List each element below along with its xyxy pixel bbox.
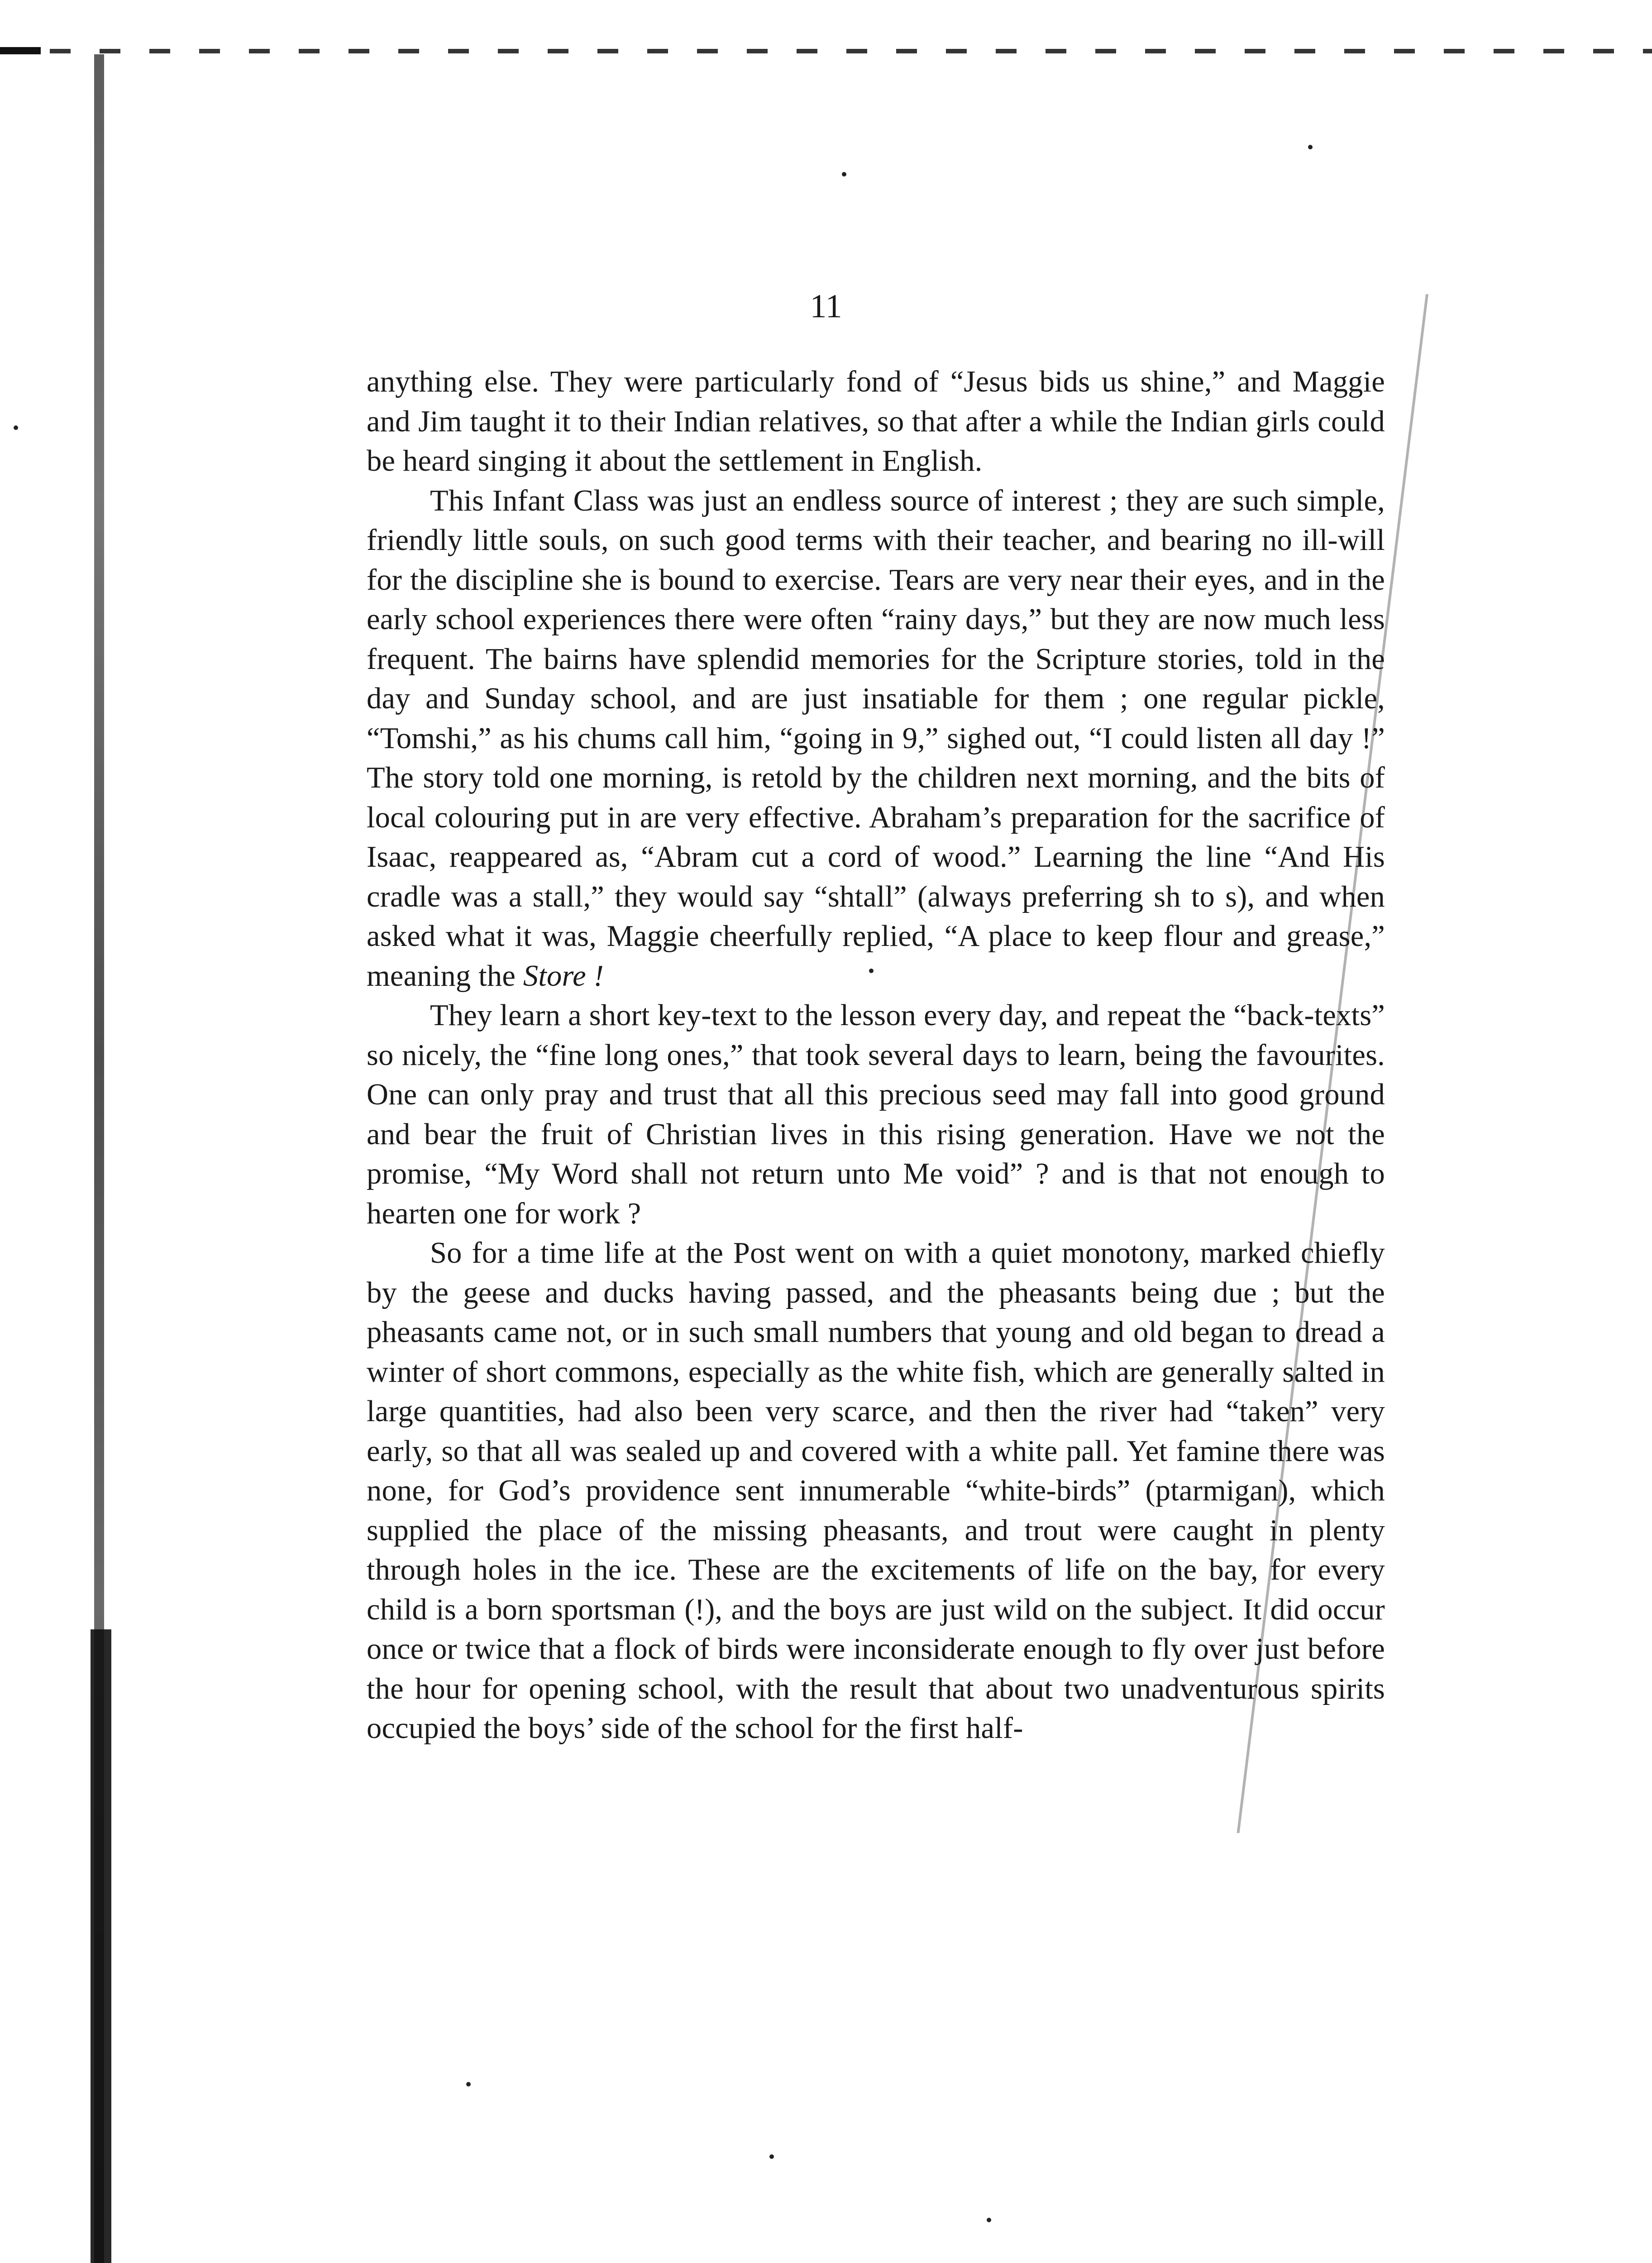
- paragraph-3: [367, 996, 1385, 1233]
- scan-speck: [987, 2218, 991, 2222]
- paragraph-3-text: They learn a short key-text to the lesson every day, and repeat the “back-texts” so nicely, the “fine long ones,” that took several days to learn, being the favourites. One can only pray and trust that all this precious seed may fall into good ground and bear the fruit of Christian lives in this rising generation. Have we not the promise, “My Word shall not return unto Me void” ? and is that not enough to hearten one for work ?: [367, 999, 1385, 1230]
- paragraph-2-italic: Store !: [523, 959, 604, 993]
- body-text: [367, 362, 1385, 1748]
- scan-speck: [466, 2082, 471, 2086]
- paragraph-2-text: This Infant Class was just an endless source of interest ; they are such simple, friendly little souls, on such good terms with their teacher, and bearing no ill-will for the discipline she is bound to exercise. Tears are very near their eyes, and in the early school experiences there were often “rainy days,” but they are now much less frequent. The bairns have splendid memories for the Scripture stories, told in the day and Sunday school, and are just insatiable for them ; one regular pickle, “Tomshi,” as his chums call him, “going in 9,” sighed out, “I could listen all day !” The story told one morning, is retold by the children next morning, and the bits of local colouring put in are very effective. Abraham’s preparation for the sacrifice of Isaac, reappeared as, “Abram cut a cord of wood.” Learning the line “And His cradle was a stall,” they would say “shtall” (always preferring sh to s), and when asked what it was, Maggie cheerfully replied, “A place to keep flour and grease,” meaning the: [367, 484, 1385, 993]
- paragraph-4: [367, 1233, 1385, 1748]
- paragraph-1-text: anything else. They were particularly fond of “Jesus bids us shine,” and Maggie and Jim taught it to their Indian relatives, so that after a while the Indian girls could be heard singing it about the settlement in English.: [367, 365, 1385, 477]
- scan-speck: [842, 172, 846, 177]
- paragraph-1: [367, 362, 1385, 481]
- paragraph-4-text: So for a time life at the Post went on with a quiet monotony, marked chiefly by the geese and ducks having passed, and the pheasants being due ; but the pheasants came not, or in such small numbers that young and old began to dread a winter of short commons, especially as the white fish, which are generally salted in large quantities, had also been very scarce, and then the river had “taken” very early, so that all was sealed up and covered with a white pall. Yet famine there was none, for God’s providence sent innumerable “white-birds” (ptarmigan), which supplied the place of the missing pheasants, and trout were caught in plenty through holes in the ice. These are the excitements of life on the bay, for every child is a born sportsman (!), and the boys are just wild on the subject. It did occur once or twice that a flock of birds were inconsiderate enough to fly over just before the hour for opening school, with the result that about two unadventurous spirits occupied the boys’ side of the school for the first half-: [367, 1237, 1385, 1745]
- scan-speck: [14, 425, 18, 430]
- page-number: 11: [810, 288, 842, 325]
- scan-speck: [769, 2154, 774, 2159]
- scan-top-rule: [0, 49, 1652, 53]
- scan-speck: [1308, 145, 1313, 149]
- scan-binding-shadow: [91, 1629, 111, 2263]
- paragraph-2: [367, 481, 1385, 996]
